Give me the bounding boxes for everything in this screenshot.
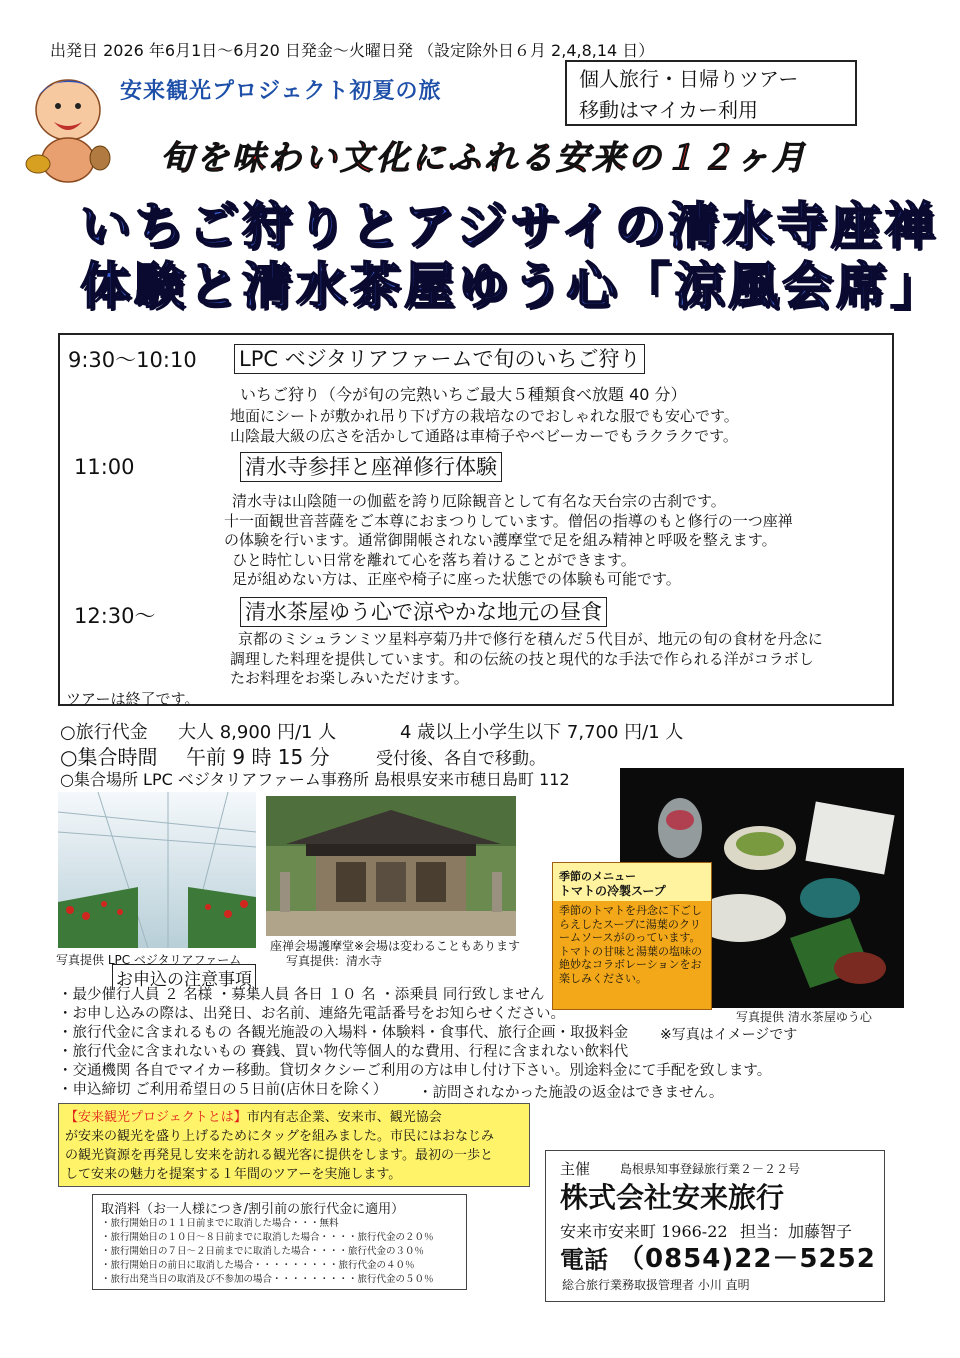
departure-dates: 出発日 2026 年6月1日～6月20 日発金～火曜日発 （設定除外日６月 2,4,8,14 日） <box>50 41 655 60</box>
note-item: ・旅行代金に含まれないもの 賽銭、買い物代等個人的な費用、行程に含まれない飲料代 <box>58 1044 629 1060</box>
cancellation-fee-box <box>92 1194 467 1290</box>
schedule-desc-2: 清水寺は山陰随一の伽藍を誇り厄除観音として有名な天台宗の古刹です。 十一面観世音菩薩をご本尊におまつりしています。僧侶の指導のもと修行の一つ座禅 の体験を行います。通常御開帳されない護摩堂で足を組み精神と呼吸を整えます。 ひと時忙しい日常を離れて心を落ち着けることができます。 足が組めない方は、正座や椅子に座った状態での体験も可能です。 <box>224 492 793 588</box>
note-item-refund: ・訪問されなかった施設の返金はできません。 <box>418 1085 724 1101</box>
meeting-time-after: 受付後、各自で移動。 <box>376 749 546 769</box>
mascot-illustration <box>22 60 114 188</box>
project-line-2: が安来の観光を盛り上げるためにタッグを組みました。市民にはおなじみ <box>65 1129 495 1144</box>
organizer-label: 主催 <box>560 1160 591 1178</box>
meeting-place: ○集合場所 LPC ベジタリアファーム事務所 島根県安来市穂日島町 112 <box>60 770 570 789</box>
schedule-sub-1: いちご狩り（今が旬の完熟いちご最大５種類食べ放題 40 分） <box>240 385 687 404</box>
farm-photo-credit: 写真提供 LPC ベジタリアファーム <box>56 953 242 967</box>
headline-line-2: 体験と清水茶屋ゆう心「涼風会席」 <box>80 257 944 315</box>
temple-photo-credit: 写真提供：清水寺 <box>286 954 383 968</box>
chaya-photo-credit: 写真提供 清水茶屋ゆう心 <box>736 1010 872 1024</box>
travel-license: 島根県知事登録旅行業２－２２号 <box>620 1162 801 1176</box>
cancellation-heading: 取消料（お一人様につき/割引前の旅行代金に適用） <box>101 1202 405 1217</box>
project-line-4: して安来の魅力を提案する１年間のツアーを実施します。 <box>65 1167 402 1182</box>
trip-type-box <box>565 60 857 126</box>
trip-type-line-1: 個人旅行・日帰りツアー <box>579 67 799 91</box>
project-line-3: の観光資源を再発見し安来を訪れる観光客に提供をします。最初の一歩と <box>65 1148 493 1163</box>
goma-hall-photo <box>266 796 516 936</box>
trip-type-line-2: 移動はマイカー利用 <box>579 98 758 122</box>
project-title: 安来観光プロジェクト初夏の旅 <box>120 79 442 104</box>
cancellation-row: ・旅行出発当日の取消及び不参加の場合・・・・・・・・・旅行代金の５０％ <box>101 1274 434 1285</box>
meeting-time-label: ○集合時間 <box>60 745 158 769</box>
menu-title: トマトの冷製スープ <box>559 884 666 898</box>
tour-end: ツアーは終了です。 <box>66 690 200 708</box>
schedule-time-1: 9:30～10:10 <box>68 348 197 372</box>
manager-name: 総合旅行業務取扱管理者 小川 直明 <box>562 1278 750 1292</box>
project-lead: 【安来観光プロジェクトとは】 <box>65 1110 247 1125</box>
price-adult: 大人 8,900 円/1 人 <box>178 722 337 743</box>
cancellation-row: ・旅行開始日の１０日～８日前までに取消した場合・・・・旅行代金の２０％ <box>101 1232 434 1243</box>
image-note: ※写真はイメージです <box>660 1027 798 1043</box>
schedule-time-3: 12:30～ <box>74 604 156 628</box>
schedule-title-1: LPC ベジタリアファームで旬のいちご狩り <box>234 344 645 374</box>
contact-person: 担当：加藤智子 <box>740 1222 853 1241</box>
price-child: 4 歳以上小学生以下 7,700 円/1 人 <box>400 722 684 743</box>
schedule-title-3: 清水茶屋ゆう心で涼やかな地元の昼食 <box>240 597 607 627</box>
notes-title: お申込の注意事項 <box>112 964 256 990</box>
cancellation-row: ・旅行開始日の１１日前までに取消した場合・・・無料 <box>101 1218 339 1229</box>
cancellation-row: ・旅行開始日の前日に取消した場合・・・・・・・・・旅行代金の４０％ <box>101 1260 415 1271</box>
price-label: ○旅行代金 <box>60 722 148 743</box>
hall-photo-caption: 座禅会場護摩堂※会場は変わることもあります <box>270 939 521 953</box>
slogan: 旬を味わい文化にふれる安来の１２ヶ月 <box>160 138 808 177</box>
note-item: ・旅行代金に含まれるもの 各観光施設の入場料・体験料・食事代、旅行企画・取扱料金 <box>58 1025 629 1041</box>
company-name: 株式会社安来旅行 <box>560 1181 785 1214</box>
menu-description: 季節のトマトを丹念に下ごしらえしたスープに湯葉のクリームソースがのっています。トマトの甘味と湯葉の塩味の絶妙なコラボレーションをお楽しみください。 <box>559 904 702 985</box>
project-about-box <box>58 1103 530 1187</box>
strawberry-farm-photo <box>58 792 256 948</box>
schedule-desc-3: 京都のミシュランミツ星料亭菊乃井で修行を積んだ５代目が、地元の旬の食材を丹念に 調理した料理を提供しています。和の伝統の技と現代的な手法で作られる洋がコラボし たお料理をお楽しみいただけます。 <box>230 630 823 687</box>
menu-kicker: 季節のメニュー <box>559 870 636 883</box>
note-item: ・最少催行人員 ２ 名様 ・募集人員 各日 １０ 名 ・添乗員 同行致しません <box>58 987 545 1003</box>
note-item: ・交通機関 各自でマイカー移動。貸切タクシーご利用の方は申し付け下さい。別途料金にて手配を致します。 <box>58 1063 772 1079</box>
note-item: ・お申し込みの際は、出発日、お名前、連絡先電話番号をお知らせください。 <box>58 1006 566 1022</box>
phone-number: （0854)22－5252 <box>618 1244 876 1274</box>
headline-line-1: いちご狩りとアジサイの清水寺座禅 <box>80 197 939 255</box>
tel-label: 電話 <box>560 1246 608 1274</box>
note-item: ・申込締切 ご利用希望日の５日前(店休日を除く） <box>58 1082 388 1098</box>
schedule-time-2: 11:00 <box>74 455 135 479</box>
schedule-desc-1: 地面にシートが敷かれ吊り下げ方の栽培なのでおしゃれな服でも安心です。 山陰最大級の広さを活かして通路は車椅子やベビーカーでもラクラクです。 <box>230 407 739 445</box>
company-address: 安来市安来町 1966-22 <box>560 1222 728 1241</box>
cancellation-row: ・旅行開始日の７日～２日前までに取消した場合・・・・旅行代金の３０％ <box>101 1246 425 1257</box>
project-line-1: 市内有志企業、安来市、観光協会 <box>246 1110 442 1125</box>
schedule-title-2: 清水寺参拝と座禅修行体験 <box>240 452 502 482</box>
meeting-time-value: 午前 9 時 15 分 <box>186 745 330 769</box>
